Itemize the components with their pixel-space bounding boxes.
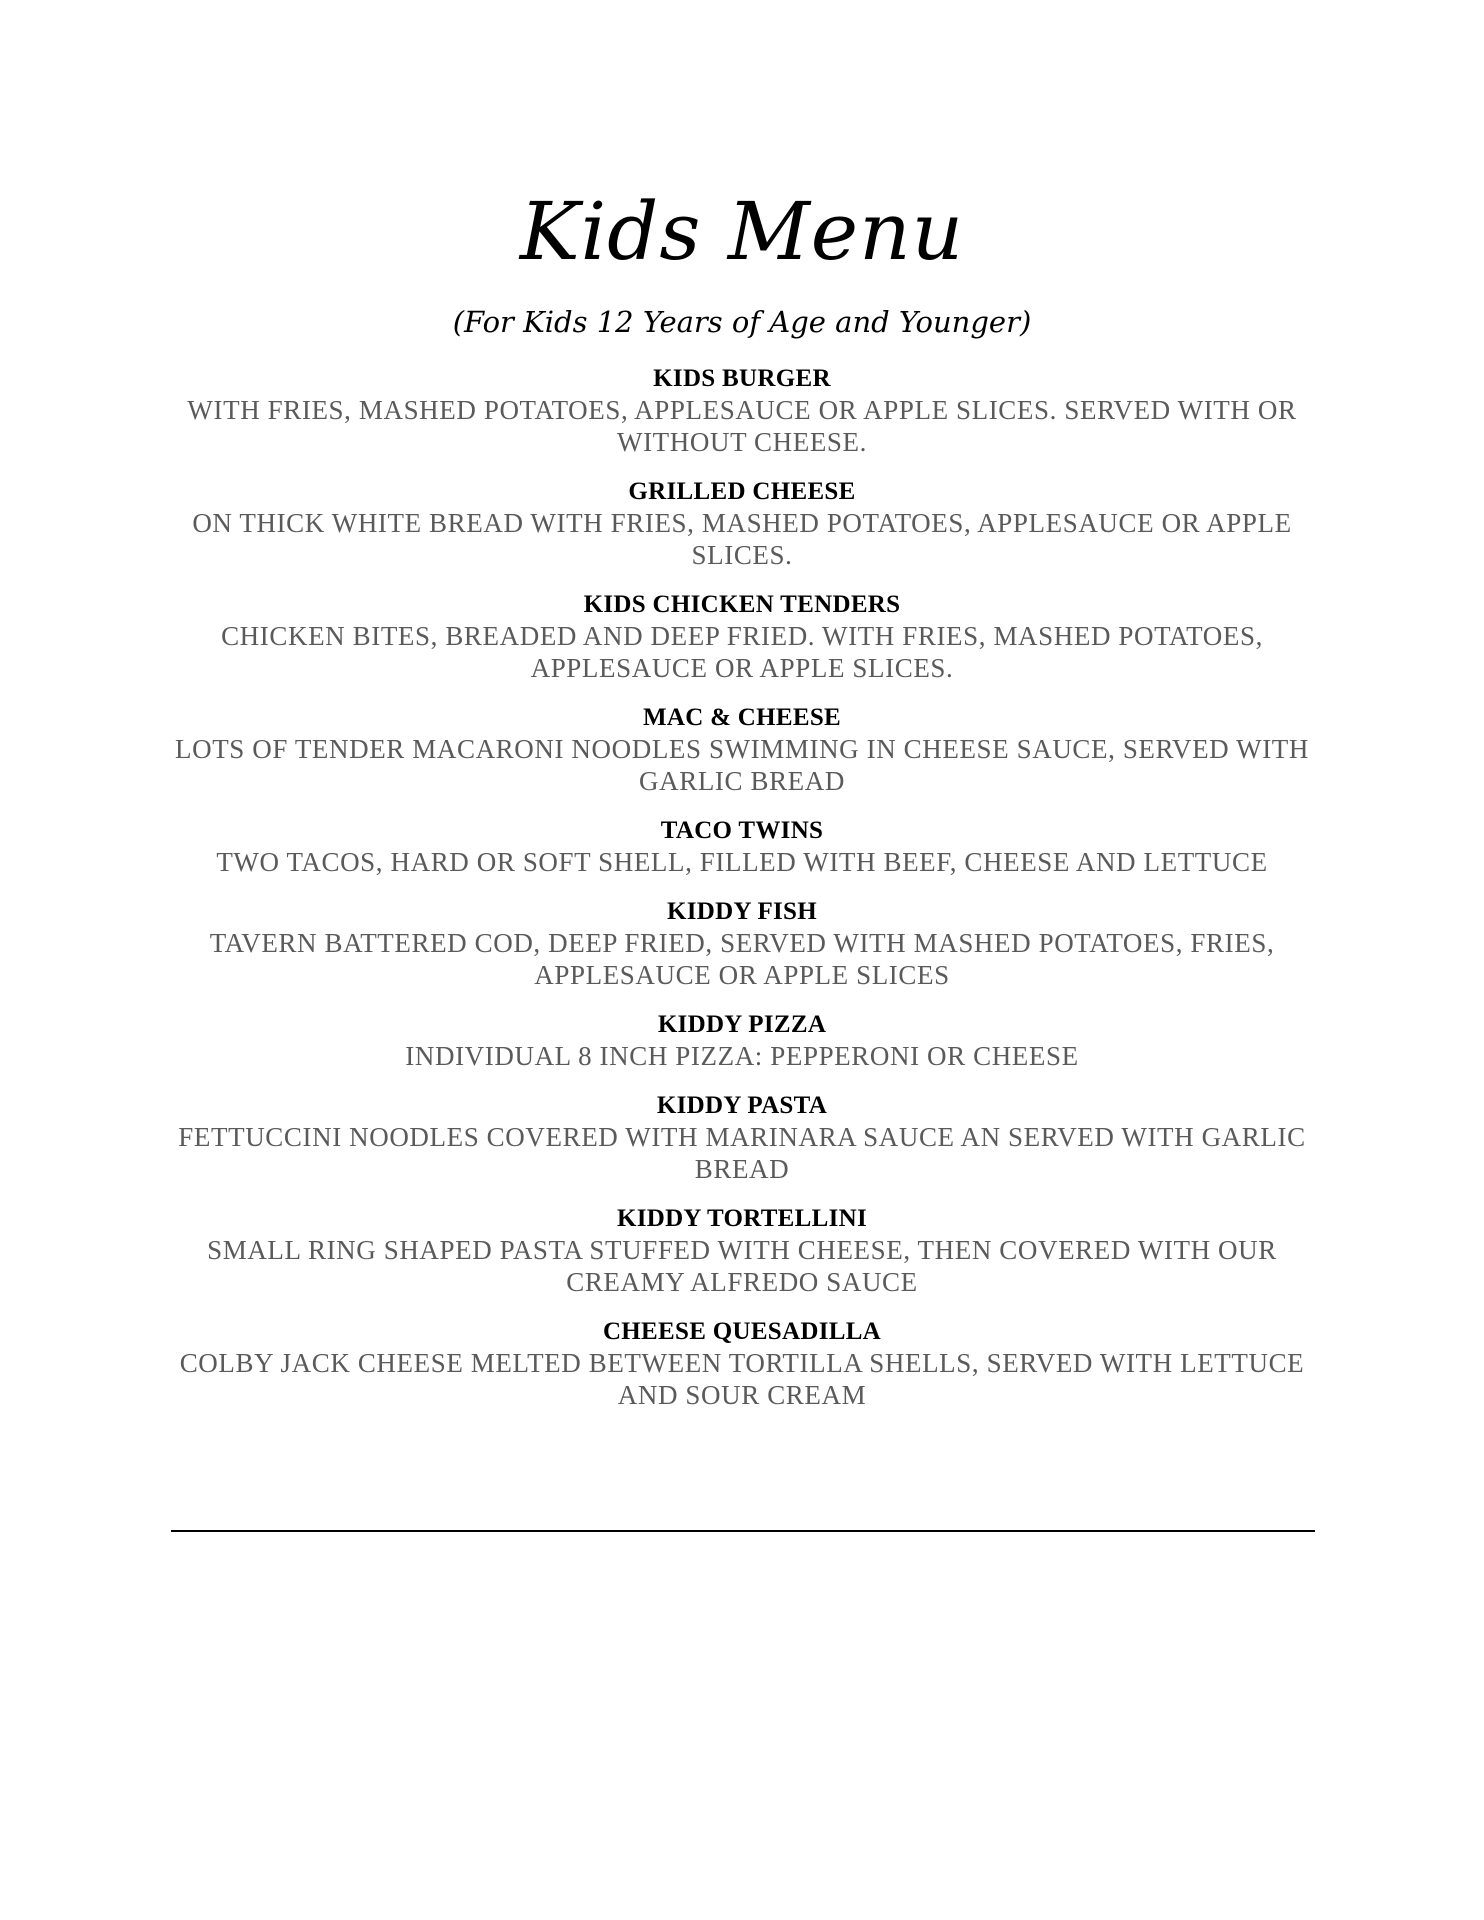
menu-item-description: ON THICK WHITE BREAD WITH FRIES, MASHED POTATOES, APPLESAUCE OR APPLE SLICES. xyxy=(192,508,1292,570)
menu-item xyxy=(140,897,1344,991)
horizontal-divider xyxy=(171,1530,1315,1532)
page-subtitle: (For Kids 12 Years of Age and Younger) xyxy=(452,305,1032,339)
menu-item xyxy=(140,1091,1344,1185)
menu-item-description: LOTS OF TENDER MACARONI NOODLES SWIMMING IN CHEESE SAUCE, SERVED WITH GARLIC BREAD xyxy=(175,734,1309,796)
menu-item-name: KIDS BURGER xyxy=(653,365,831,392)
menu-item-name: KIDDY FISH xyxy=(666,898,817,925)
menu-item-description: WITH FRIES, MASHED POTATOES, APPLESAUCE OR APPLE SLICES. SERVED WITH OR WITHOUT CHEESE. xyxy=(187,395,1297,457)
menu-item-name: MAC & CHEESE xyxy=(642,704,842,731)
menu-item-description: FETTUCCINI NOODLES COVERED WITH MARINARA SAUCE AN SERVED WITH GARLIC BREAD xyxy=(178,1122,1306,1184)
menu-item-description: INDIVIDUAL 8 INCH PIZZA: PEPPERONI OR CHEESE xyxy=(405,1041,1079,1071)
menu-items-list xyxy=(140,364,1344,1430)
menu-item xyxy=(140,364,1344,458)
menu-item-description: TAVERN BATTERED COD, DEEP FRIED, SERVED WITH MASHED POTATOES, FRIES, APPLESAUCE OR APPLE SLICES xyxy=(209,928,1275,990)
menu-item-description: CHICKEN BITES, BREADED AND DEEP FRIED. WITH FRIES, MASHED POTATOES, APPLESAUCE OR APPLE SLICES. xyxy=(221,621,1263,683)
menu-item-description: TWO TACOS, HARD OR SOFT SHELL, FILLED WITH BEEF, CHEESE AND LETTUCE xyxy=(216,847,1268,877)
menu-item xyxy=(140,590,1344,684)
menu-item-name: KIDDY TORTELLINI xyxy=(616,1205,868,1232)
menu-item xyxy=(140,477,1344,571)
menu-item-name: CHEESE QUESADILLA xyxy=(602,1318,882,1345)
menu-item xyxy=(140,816,1344,878)
menu-item xyxy=(140,703,1344,797)
menu-item-name: TACO TWINS xyxy=(660,817,824,844)
menu-item xyxy=(140,1204,1344,1298)
menu-item-name: KIDS CHICKEN TENDERS xyxy=(583,591,901,618)
menu-item-description: COLBY JACK CHEESE MELTED BETWEEN TORTILLA SHELLS, SERVED WITH LETTUCE AND SOUR CREAM xyxy=(179,1348,1305,1410)
page-title: Kids Menu xyxy=(519,185,965,278)
menu-item xyxy=(140,1010,1344,1072)
menu-item xyxy=(140,1317,1344,1411)
menu-item-name: KIDDY PASTA xyxy=(656,1092,828,1119)
menu-item-name: KIDDY PIZZA xyxy=(657,1011,827,1038)
menu-item-description: SMALL RING SHAPED PASTA STUFFED WITH CHEESE, THEN COVERED WITH OUR CREAMY ALFREDO SAUCE xyxy=(207,1235,1277,1297)
menu-item-name: GRILLED CHEESE xyxy=(628,478,856,505)
